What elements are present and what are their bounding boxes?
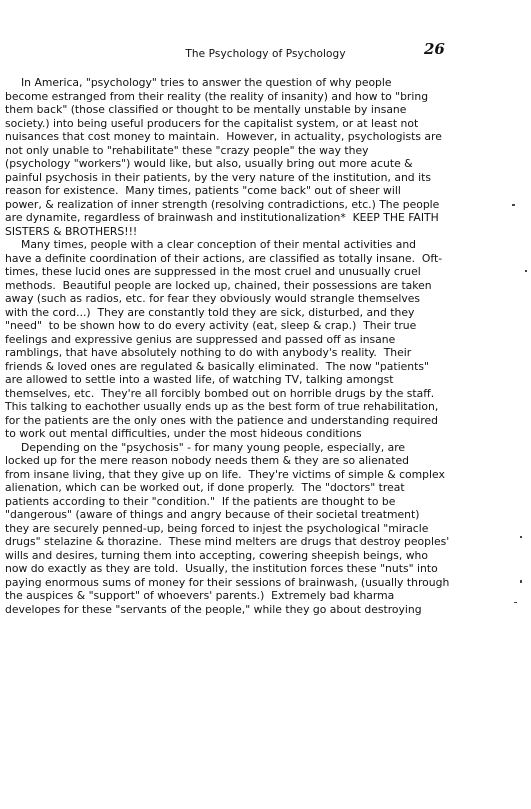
text-line: Many times, people with a clear conception of their mental activities and: [21, 238, 417, 251]
text-line: In America, "psychology" tries to answer the question of why people: [21, 76, 392, 89]
text-line: themselves, etc. They're all forcibly bombed out on horrible drugs by the staff.: [5, 386, 435, 400]
text-line: paying enormous sums of money for their sessions of brainwash, (usually through: [5, 575, 450, 589]
text-line: friends & loved ones are regulated & basically eliminated. The now "patients": [5, 359, 429, 373]
text-line: SISTERS & BROTHERS!!!: [5, 224, 138, 238]
running-title: The Psychology of Psychology: [185, 48, 346, 60]
text-line: locked up for the mere reason nobody needs them & they are so alienated: [5, 454, 409, 467]
scan-speck: [514, 602, 517, 603]
page-number: 26: [424, 40, 445, 58]
text-line: become estranged from their reality (the reality of insanity) and how to "bring: [5, 89, 429, 103]
scan-speck: [512, 204, 515, 206]
text-line: ramblings, that have absolutely nothing to do with anybody's reality. Their: [5, 346, 412, 359]
text-line: them back" (those classified or thought to be mentally unstable by insane: [5, 103, 407, 116]
text-line: they are securely penned-up, being forced to injest the psychological "miracle: [5, 521, 429, 535]
text-line: alienation, which can be worked out, if done properly. The "doctors" treat: [5, 481, 405, 494]
scan-speck: [520, 536, 522, 538]
text-line: are allowed to settle into a wasted life, of watching TV, talking amongst: [5, 373, 394, 386]
text-line: Depending on the "psychosis" - for many young people, especially, are: [21, 440, 406, 454]
text-line: now do exactly as they are told. Usually, the institution forces these "nuts" into: [5, 562, 438, 575]
text-line: developes for these "servants of the people," while they go about destroying: [5, 602, 422, 616]
text-line: drugs" stelazine & thorazine. These mind melters are drugs that destroy peoples': [5, 535, 450, 548]
text-line: society.) into being useful producers for the capitalist system, or at least not: [5, 116, 419, 130]
text-line: from insane living, that they give up on life. They're victims of simple & complex: [5, 467, 445, 481]
scan-speck: [520, 580, 522, 583]
text-line: nuisances that cost money to maintain. However, in actuality, psychologists are: [5, 130, 442, 143]
text-line: wills and desires, turning them into accepting, cowering sheepish beings, who: [5, 548, 428, 562]
body-text: [5, 76, 515, 616]
text-line: times, these lucid ones are suppressed in the most cruel and unusually cruel: [5, 265, 421, 278]
text-line: not only unable to "rehabilitate" these "crazy people" the way they: [5, 143, 369, 157]
text-line: (psychology "workers") would like, but also, usually bring out more acute &: [5, 157, 413, 170]
text-line: to work out mental difficulties, under the most hideous conditions: [5, 427, 362, 440]
text-line: methods. Beautiful people are locked up, chained, their possessions are taken: [5, 278, 432, 292]
text-line: are dynamite, regardless of brainwash and institutionalization* KEEP THE FAITH: [5, 211, 439, 224]
text-line: away (such as radios, etc. for fear they obviously would strangle themselves: [5, 292, 421, 305]
text-line: for the patients are the only ones with the patience and understanding required: [5, 413, 438, 427]
text-line: feelings and expressive genius are suppressed and passed off as insane: [5, 332, 396, 346]
text-line: "need" to be shown how to do every activity (eat, sleep & crap.) Their true: [5, 319, 417, 332]
text-line: This talking to eachother usually ends up as the best form of true rehabilitation,: [5, 400, 439, 413]
text-line: power, & realization of inner strength (resolving contradictions, etc.) The people: [5, 197, 440, 211]
text-line: patients according to their "condition." If the patients are thought to be: [5, 494, 396, 508]
text-line: with the cord...) They are constantly told they are sick, disturbed, and they: [5, 305, 415, 319]
text-line: have a definite coordination of their actions, are classified as totally insane. Oft-: [5, 251, 443, 265]
scan-speck: [525, 270, 527, 272]
text-line: reason for existence. Many times, patients "come back" out of sheer will: [5, 184, 401, 197]
text-line: painful psychosis in their patients, by the very nature of the institution, and its: [5, 170, 431, 184]
text-line: "dangerous" (aware of things and angry because of their societal treatment): [5, 508, 420, 521]
text-line: the auspices & "support" of whoevers' parents.) Extremely bad kharma: [5, 589, 395, 602]
